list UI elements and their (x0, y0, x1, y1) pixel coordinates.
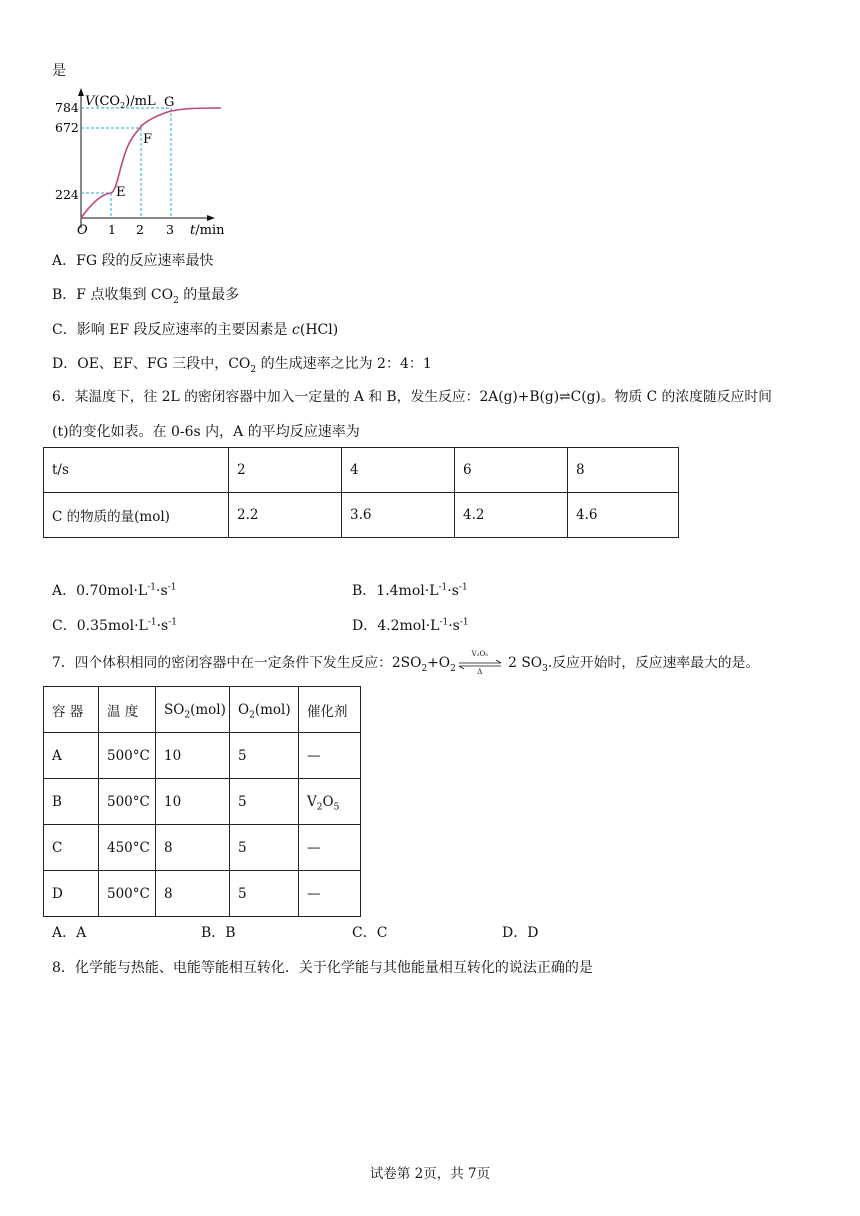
table-cell: 5 (230, 825, 299, 871)
q7-option-a: A．A (52, 925, 87, 941)
q6-option-b: B．$1.4mol\cdot L^{-1}\cdot s^{-1}$ (352, 582, 468, 599)
table-cell: 容 器 (44, 687, 99, 733)
table-cell: 500°C (99, 733, 156, 779)
y-tick-label: 224 (55, 187, 79, 202)
x-axis-label: t/min (190, 223, 225, 238)
table-row (44, 493, 679, 538)
q7-condition-table (43, 686, 361, 917)
q6-stem-line2: (t)的变化如表。在 0-6s 内，A 的平均反应速率为 (52, 424, 360, 440)
table-cell: 3.6 (342, 493, 455, 538)
y-axis-label: $V(CO_2)/mL$ (85, 94, 156, 110)
point-label-f: F (143, 132, 153, 147)
q7-option-d: D．D (502, 925, 539, 941)
co2-curve (81, 108, 221, 218)
point-label-e: E (116, 185, 126, 200)
table-row (44, 871, 361, 917)
table-cell: 10 (156, 779, 230, 825)
table-cell: — (299, 871, 361, 917)
q5-option-b: B．F 点收集到 $CO_2$ 的量最多 (52, 287, 240, 306)
table-cell: 5 (230, 733, 299, 779)
table-cell: 2.2 (229, 493, 342, 538)
table-cell: 4 (342, 448, 455, 493)
table-cell: 2 (229, 448, 342, 493)
table-cell: A (44, 733, 99, 779)
co2-volume-time-graph (45, 88, 245, 238)
table-cell: 8 (568, 448, 679, 493)
table-cell: B (44, 779, 99, 825)
q5-option-c: C．影响 EF 段反应速率的主要因素是 c(HCl) (52, 322, 339, 338)
y-tick-label: 784 (55, 100, 79, 115)
table-cell: 500°C (99, 779, 156, 825)
table-cell: C (44, 825, 99, 871)
q6-option-d: D．$4.2mol\cdot L^{-1}\cdot s^{-1}$ (352, 617, 469, 634)
q6-option-c: C．$0.35mol\cdot L^{-1}\cdot s^{-1}$ (52, 617, 178, 634)
x-tick-label: 3 (166, 222, 174, 237)
y-tick-label: 672 (55, 120, 79, 135)
q6-data-table (43, 447, 679, 538)
x-tick-label: 2 (136, 222, 144, 237)
table-cell: $V_2O_5$ (299, 779, 361, 825)
table-cell: $O_2(mol)$ (230, 687, 299, 733)
table-row (44, 448, 679, 493)
table-row (44, 733, 361, 779)
q7-option-c: C．C (352, 925, 388, 941)
table-cell: 催化剂 (299, 687, 361, 733)
point-label-g: G (164, 95, 175, 110)
table-cell: — (299, 825, 361, 871)
top-fragment-text: 是 (52, 63, 66, 79)
table-cell: — (299, 733, 361, 779)
table-cell: 8 (156, 825, 230, 871)
table-row (44, 825, 361, 871)
page-footer: 试卷第 2页，共 7页 (369, 1166, 491, 1182)
y-axis-arrow-icon (78, 88, 84, 96)
table-cell: t/s (44, 448, 229, 493)
q7-stem: 7．四个体积相同的密闭容器中在一定条件下发生反应：$2SO_2+O_2$ V₂O₅ Δ 2 $SO_3$.反应开始时，反应速率最大的是。 (52, 649, 760, 676)
q6-stem-line1: 6．某温度下，往 2L 的密闭容器中加入一定量的 A 和 B，发生反应：2A(g)+B(g)⇌C(g)。物质 C 的浓度随反应时间 (52, 389, 772, 405)
table-cell: 温 度 (99, 687, 156, 733)
table-cell: C 的物质的量(mol) (44, 493, 229, 538)
equilibrium-arrow: V₂O₅ Δ (458, 657, 502, 671)
q6-option-a: A．$0.70mol\cdot L^{-1}\cdot s^{-1}$ (52, 582, 177, 599)
x-tick-label: 1 (108, 222, 116, 237)
q7-option-b: B．B (201, 925, 236, 941)
table-cell: 500°C (99, 871, 156, 917)
origin-label: O (77, 223, 88, 238)
table-cell: 5 (230, 779, 299, 825)
table-cell: 10 (156, 733, 230, 779)
table-cell: 4.2 (455, 493, 568, 538)
table-row (44, 779, 361, 825)
x-axis-arrow-icon (207, 215, 215, 221)
table-cell: 450°C (99, 825, 156, 871)
q8-stem: 8．化学能与热能、电能等能相互转化．关于化学能与其他能量相互转化的说法正确的是 (52, 960, 593, 976)
q5-option-a: A．FG 段的反应速率最快 (52, 253, 214, 269)
table-row (44, 687, 361, 733)
table-cell: 6 (455, 448, 568, 493)
table-cell: 5 (230, 871, 299, 917)
table-cell: D (44, 871, 99, 917)
table-cell: 8 (156, 871, 230, 917)
table-cell: $SO_2(mol)$ (156, 687, 230, 733)
q5-option-d: D．OE、EF、FG 三段中，$CO_2$ 的生成速率之比为 2：4：1 (52, 356, 432, 375)
table-cell: 4.6 (568, 493, 679, 538)
